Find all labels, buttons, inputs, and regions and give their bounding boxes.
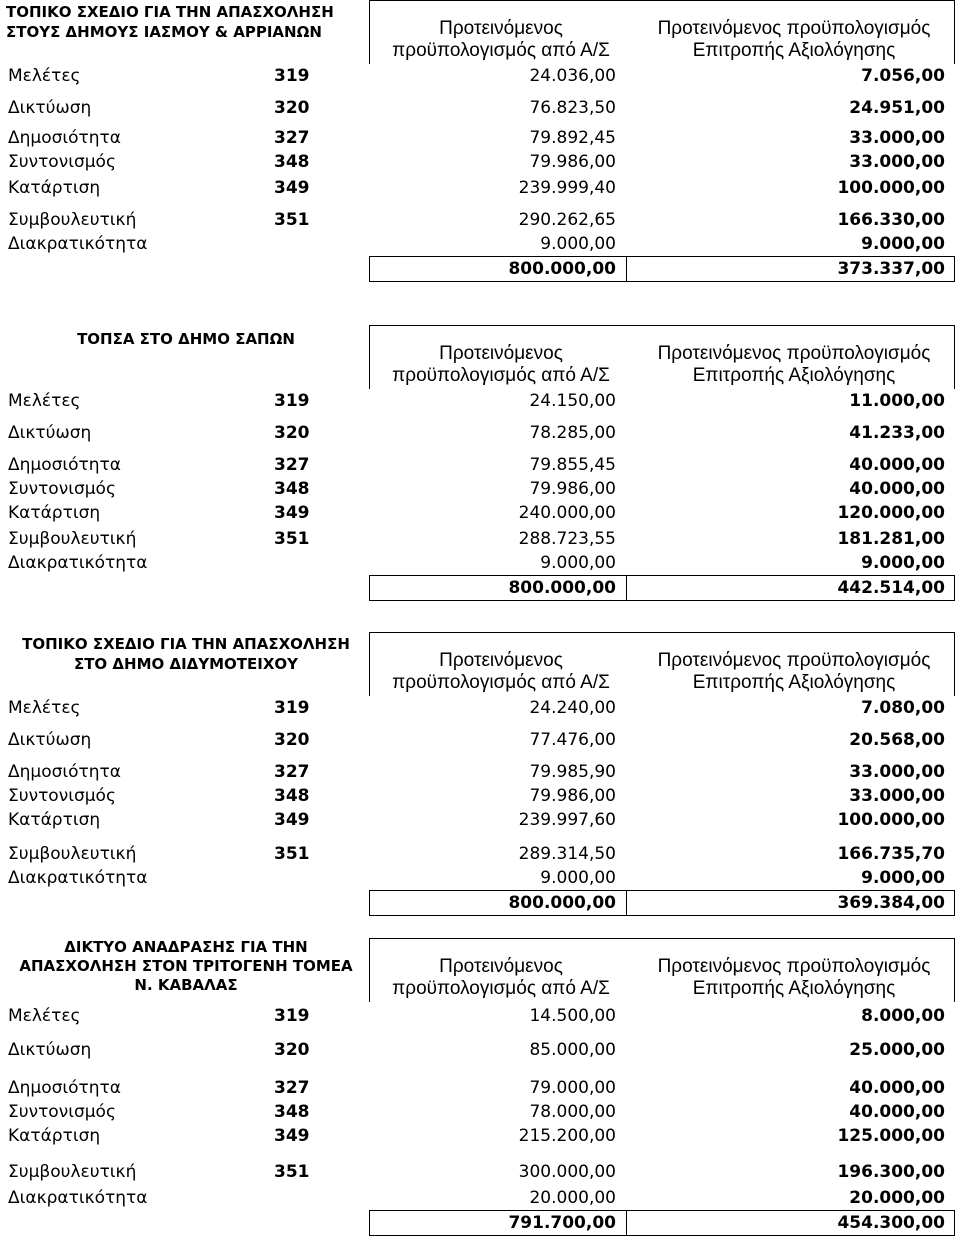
table-row: [6, 1100, 950, 1124]
row-committee-value: 125.000,00: [837, 1126, 945, 1146]
row-label: Δικτύωση: [8, 1040, 92, 1060]
row-proposed-value: 14.500,00: [529, 1006, 616, 1026]
row-proposed-value: 79.000,00: [529, 1078, 616, 1098]
table-title: [6, 938, 366, 995]
row-committee-value: 20.000,00: [849, 1188, 945, 1208]
row-committee-value: 8.000,00: [861, 1006, 945, 1026]
table-row: [6, 525, 950, 551]
table-row: [6, 1184, 950, 1210]
row-label: Συντονισμός: [8, 479, 116, 499]
row-code: 319: [274, 698, 310, 718]
row-committee-value: 40.000,00: [849, 455, 945, 475]
total-committee: 373.337,00: [837, 259, 945, 279]
column-header-committee: [634, 343, 954, 387]
column-header-line: Προτεινόμενος: [439, 650, 563, 671]
row-proposed-value: 24.240,00: [529, 698, 616, 718]
row-code: 351: [274, 1162, 310, 1182]
row-code: 327: [274, 762, 310, 782]
total-proposed: 800.000,00: [508, 893, 616, 913]
row-label: Συντονισμός: [8, 1102, 116, 1122]
table-header: [6, 325, 950, 389]
row-proposed-value: 300.000,00: [518, 1162, 616, 1182]
table-row: [6, 389, 950, 413]
row-code: 351: [274, 210, 310, 230]
row-proposed-value: 9.000,00: [540, 868, 616, 888]
row-label: Διακρατικότητα: [8, 553, 148, 573]
table-title-line: ΤΟΠΙΚΟ ΣΧΕΔΙΟ ΓΙΑ ΤΗΝ ΑΠΑΣΧΟΛΗΣΗ: [22, 635, 350, 653]
row-proposed-value: 290.262,65: [518, 210, 616, 230]
table-row: [6, 232, 950, 256]
row-proposed-value: 79.986,00: [529, 479, 616, 499]
row-committee-value: 33.000,00: [849, 762, 945, 782]
budget-table: [6, 0, 950, 282]
row-label: Συμβουλευτική: [8, 1162, 137, 1182]
table-row: [6, 720, 950, 752]
column-header-committee: [634, 650, 954, 694]
row-committee-value: 166.330,00: [837, 210, 945, 230]
column-header-line: Προτεινόμενος προϋπολογισμός: [657, 956, 931, 977]
table-title: [6, 329, 366, 349]
column-header-line: Προτεινόμενος προϋπολογισμός: [657, 650, 931, 671]
row-proposed-value: 24.036,00: [529, 66, 616, 86]
column-header-line: Προτεινόμενος: [439, 956, 563, 977]
total-row: [6, 890, 950, 916]
table-row: [6, 445, 950, 477]
row-label: Δημοσιότητα: [8, 1078, 121, 1098]
row-committee-value: 7.056,00: [861, 66, 945, 86]
table-row: [6, 808, 950, 832]
row-committee-value: 33.000,00: [849, 128, 945, 148]
row-code: 348: [274, 1102, 310, 1122]
column-header-line: Επιτροπής Αξιολόγησης: [692, 40, 896, 61]
table-title-line: ΑΠΑΣΧΟΛΗΣΗ ΣΤΟΝ ΤΡΙΤΟΓΕΝΗ ΤΟΜΕΑ: [19, 957, 353, 975]
row-label: Διακρατικότητα: [8, 868, 148, 888]
row-code: 349: [274, 503, 310, 523]
table-title-line: ΣΤΟΥΣ ΔΗΜΟΥΣ ΙΑΣΜΟΥ & ΑΡΡΙΑΝΩΝ: [6, 23, 322, 41]
row-code: 349: [274, 1126, 310, 1146]
column-header-line: Προτεινόμενος: [439, 343, 563, 364]
total-proposed: 791.700,00: [508, 1213, 616, 1233]
row-label: Μελέτες: [8, 66, 81, 86]
row-committee-value: 41.233,00: [849, 423, 945, 443]
row-code: 319: [274, 1006, 310, 1026]
table-row: [6, 832, 950, 866]
row-committee-value: 40.000,00: [849, 479, 945, 499]
row-proposed-value: 79.855,45: [529, 455, 616, 475]
table-title-line: ΣΤΟ ΔΗΜΟ ΔΙΔΥΜΟΤΕΙΧΟΥ: [73, 655, 299, 673]
table-header: [6, 938, 950, 1002]
row-label: Δημοσιότητα: [8, 455, 121, 475]
row-code: 348: [274, 786, 310, 806]
row-code: 319: [274, 391, 310, 411]
column-header-line: Προτεινόμενος προϋπολογισμός: [657, 18, 931, 39]
row-code: 320: [274, 423, 310, 443]
row-proposed-value: 239.997,60: [518, 810, 616, 830]
table-row: [6, 1148, 950, 1184]
row-proposed-value: 78.000,00: [529, 1102, 616, 1122]
table-row: [6, 784, 950, 808]
row-committee-value: 9.000,00: [861, 234, 945, 254]
column-header-line: Επιτροπής Αξιολόγησης: [692, 978, 896, 999]
row-label: Κατάρτιση: [8, 810, 101, 830]
row-code: 327: [274, 455, 310, 475]
total-row: [6, 575, 950, 601]
row-code: 351: [274, 529, 310, 549]
row-proposed-value: 77.476,00: [529, 730, 616, 750]
row-label: Διακρατικότητα: [8, 234, 148, 254]
table-row: [6, 150, 950, 174]
table-row: [6, 174, 950, 200]
row-proposed-value: 78.285,00: [529, 423, 616, 443]
row-label: Συμβουλευτική: [8, 210, 137, 230]
column-header-committee: [634, 956, 954, 1000]
row-committee-value: 40.000,00: [849, 1078, 945, 1098]
row-proposed-value: 240.000,00: [518, 503, 616, 523]
column-header-line: Προτεινόμενος: [439, 18, 563, 39]
row-proposed-value: 79.892,45: [529, 128, 616, 148]
table-row: [6, 120, 950, 150]
total-row: [6, 256, 950, 282]
table-title-line: ΤΟΠΙΚΟ ΣΧΕΔΙΟ ΓΙΑ ΤΗΝ ΑΠΑΣΧΟΛΗΣΗ: [6, 3, 334, 21]
column-header-line: προϋπολογισμός από Α/Σ: [392, 672, 610, 693]
row-proposed-value: 85.000,00: [529, 1040, 616, 1060]
row-label: Κατάρτιση: [8, 178, 101, 198]
column-header-line: Προτεινόμενος προϋπολογισμός: [657, 343, 931, 364]
row-label: Δικτύωση: [8, 730, 92, 750]
row-proposed-value: 79.986,00: [529, 152, 616, 172]
row-committee-value: 11.000,00: [849, 391, 945, 411]
table-row: [6, 1028, 950, 1062]
row-label: Δικτύωση: [8, 423, 92, 443]
row-committee-value: 40.000,00: [849, 1102, 945, 1122]
row-proposed-value: 79.986,00: [529, 786, 616, 806]
row-committee-value: 120.000,00: [837, 503, 945, 523]
row-proposed-value: 215.200,00: [518, 1126, 616, 1146]
row-committee-value: 33.000,00: [849, 152, 945, 172]
table-row: [6, 501, 950, 525]
row-proposed-value: 239.999,40: [518, 178, 616, 198]
table-row: [6, 88, 950, 120]
row-committee-value: 33.000,00: [849, 786, 945, 806]
table-row: [6, 413, 950, 445]
budget-table: [6, 632, 950, 916]
row-proposed-value: 76.823,50: [529, 98, 616, 118]
table-row: [6, 1062, 950, 1100]
row-committee-value: 9.000,00: [861, 553, 945, 573]
column-header-proposed: [376, 18, 626, 62]
row-committee-value: 20.568,00: [849, 730, 945, 750]
row-code: 320: [274, 98, 310, 118]
row-proposed-value: 289.314,50: [518, 844, 616, 864]
row-proposed-value: 24.150,00: [529, 391, 616, 411]
row-label: Συντονισμός: [8, 152, 116, 172]
row-code: 348: [274, 479, 310, 499]
row-label: Κατάρτιση: [8, 503, 101, 523]
total-proposed: 800.000,00: [508, 259, 616, 279]
row-label: Διακρατικότητα: [8, 1188, 148, 1208]
table-row: [6, 551, 950, 575]
row-code: 349: [274, 178, 310, 198]
row-code: 348: [274, 152, 310, 172]
row-committee-value: 196.300,00: [837, 1162, 945, 1182]
row-code: 320: [274, 1040, 310, 1060]
row-committee-value: 25.000,00: [849, 1040, 945, 1060]
total-divider: [626, 1210, 627, 1236]
row-label: Συντονισμός: [8, 786, 116, 806]
total-row: [6, 1210, 950, 1236]
total-committee: 454.300,00: [837, 1213, 945, 1233]
row-label: Μελέτες: [8, 1006, 81, 1026]
row-committee-value: 100.000,00: [837, 178, 945, 198]
row-code: 327: [274, 128, 310, 148]
total-proposed: 800.000,00: [508, 578, 616, 598]
row-proposed-value: 9.000,00: [540, 553, 616, 573]
row-committee-value: 166.735,70: [837, 844, 945, 864]
column-header-line: προϋπολογισμός από Α/Σ: [392, 978, 610, 999]
column-header-committee: [634, 18, 954, 62]
total-divider: [626, 256, 627, 282]
column-header-proposed: [376, 343, 626, 387]
table-row: [6, 752, 950, 784]
row-code: 351: [274, 844, 310, 864]
row-label: Μελέτες: [8, 698, 81, 718]
table-title-line: ΔΙΚΤΥΟ ΑΝΑΔΡΑΣΗΣ ΓΙΑ ΤΗΝ: [64, 938, 308, 956]
table-title-line: ΤΟΠΣΑ ΣΤΟ ΔΗΜΟ ΣΑΠΩΝ: [77, 330, 295, 348]
table-row: [6, 64, 950, 88]
row-proposed-value: 20.000,00: [529, 1188, 616, 1208]
row-committee-value: 181.281,00: [837, 529, 945, 549]
row-committee-value: 24.951,00: [849, 98, 945, 118]
row-code: 319: [274, 66, 310, 86]
table-row: [6, 1002, 950, 1028]
row-label: Δημοσιότητα: [8, 762, 121, 782]
table-row: [6, 866, 950, 890]
row-label: Μελέτες: [8, 391, 81, 411]
table-row: [6, 1124, 950, 1148]
row-proposed-value: 9.000,00: [540, 234, 616, 254]
table-title-line: Ν. ΚΑΒΑΛΑΣ: [134, 976, 238, 994]
table-title: [6, 2, 366, 42]
column-header-proposed: [376, 956, 626, 1000]
row-committee-value: 100.000,00: [837, 810, 945, 830]
row-label: Δικτύωση: [8, 98, 92, 118]
table-row: [6, 477, 950, 501]
row-proposed-value: 288.723,55: [518, 529, 616, 549]
table-title: [6, 634, 366, 674]
row-label: Κατάρτιση: [8, 1126, 101, 1146]
column-header-line: προϋπολογισμός από Α/Σ: [392, 365, 610, 386]
table-row: [6, 200, 950, 232]
column-header-proposed: [376, 650, 626, 694]
row-label: Δημοσιότητα: [8, 128, 121, 148]
row-committee-value: 7.080,00: [861, 698, 945, 718]
row-label: Συμβουλευτική: [8, 529, 137, 549]
row-committee-value: 9.000,00: [861, 868, 945, 888]
table-header: [6, 632, 950, 696]
column-header-line: Επιτροπής Αξιολόγησης: [692, 365, 896, 386]
budget-table: [6, 325, 950, 601]
column-header-line: Επιτροπής Αξιολόγησης: [692, 672, 896, 693]
total-divider: [626, 575, 627, 601]
total-divider: [626, 890, 627, 916]
total-committee: 369.384,00: [837, 893, 945, 913]
table-row: [6, 696, 950, 720]
row-proposed-value: 79.985,90: [529, 762, 616, 782]
column-header-line: προϋπολογισμός από Α/Σ: [392, 40, 610, 61]
row-label: Συμβουλευτική: [8, 844, 137, 864]
total-committee: 442.514,00: [837, 578, 945, 598]
budget-table: [6, 938, 950, 1236]
row-code: 320: [274, 730, 310, 750]
table-header: [6, 0, 950, 64]
row-code: 349: [274, 810, 310, 830]
row-code: 327: [274, 1078, 310, 1098]
